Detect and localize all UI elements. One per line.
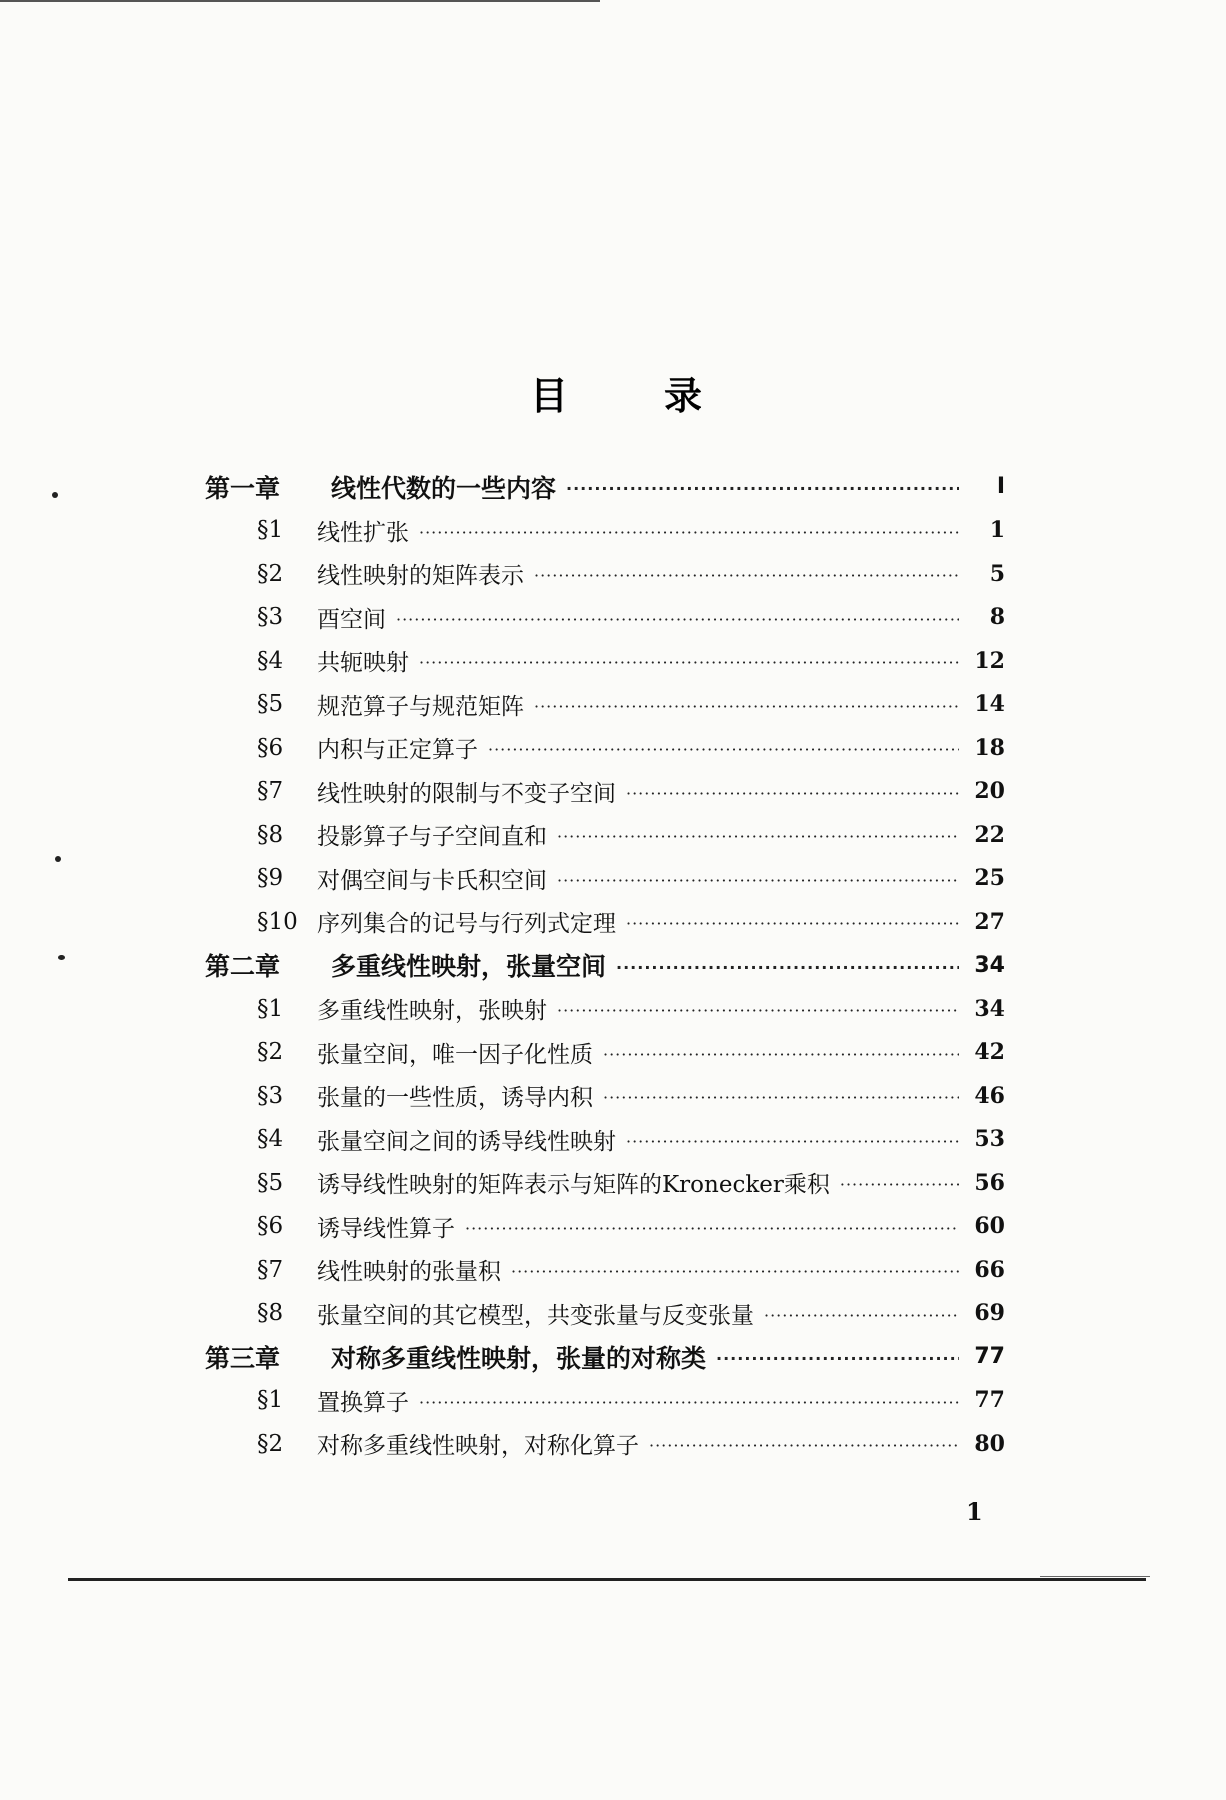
section-number: §3: [257, 1082, 284, 1109]
section-number: §9: [257, 865, 284, 892]
chapter-number: 第一章: [205, 473, 281, 503]
leader-dots: [649, 1436, 959, 1455]
section-title: 诱导线性算子: [317, 1215, 455, 1242]
leader-dots: [557, 1001, 959, 1020]
page-ref: I: [996, 474, 1005, 500]
toc-section-row[interactable]: [205, 1292, 1005, 1336]
leader-dots: [603, 1045, 959, 1064]
page-ref: 66: [974, 1256, 1005, 1283]
scan-speck: [58, 955, 65, 960]
chapter-title: 对称多重线性映射，张量的对称类: [331, 1343, 707, 1373]
leader-dots: [616, 958, 959, 977]
toc-chapter-row[interactable]: [205, 944, 1005, 988]
leader-dots: [419, 653, 959, 672]
toc-section-row[interactable]: [205, 1074, 1005, 1118]
leader-dots: [419, 1393, 959, 1412]
section-number: §2: [257, 560, 284, 587]
section-title: 张量空间的其它模型，共变张量与反变张量: [317, 1302, 754, 1329]
page-ref: 20: [974, 778, 1005, 805]
leader-dots: [396, 610, 959, 629]
toc-section-row[interactable]: [205, 596, 1005, 640]
page-ref: 14: [974, 691, 1005, 718]
page-ref: 56: [974, 1169, 1005, 1196]
top-rule: [0, 0, 600, 2]
toc-section-row[interactable]: [205, 1031, 1005, 1075]
section-number: §10: [257, 908, 298, 935]
section-number: §7: [257, 1256, 284, 1283]
toc-section-row[interactable]: [205, 1248, 1005, 1292]
section-number: §8: [257, 1300, 284, 1327]
page-ref: 80: [974, 1430, 1005, 1457]
toc-section-row[interactable]: [205, 726, 1005, 770]
toc-section-row[interactable]: [205, 683, 1005, 727]
page-ref: 77: [974, 1387, 1005, 1414]
page-ref: 5: [989, 560, 1005, 587]
title-char-2: 录: [664, 374, 703, 418]
page-number: 1: [966, 1497, 983, 1526]
toc-section-row[interactable]: [205, 552, 1005, 596]
chapter-title: 线性代数的一些内容: [331, 473, 557, 503]
section-title: 张量空间之间的诱导线性映射: [317, 1128, 616, 1155]
toc-section-row[interactable]: [205, 813, 1005, 857]
page-ref: 69: [974, 1300, 1005, 1327]
page-ref: 46: [974, 1082, 1005, 1109]
page-ref: 34: [974, 952, 1005, 978]
chapter-number: 第二章: [205, 952, 281, 982]
leader-dots: [626, 914, 959, 933]
section-title: 多重线性映射，张映射: [317, 998, 547, 1025]
bottom-rule: [68, 1578, 1146, 1581]
leader-dots: [840, 1175, 959, 1194]
leader-dots: [764, 1306, 959, 1325]
page-ref: 22: [974, 821, 1005, 848]
toc-section-row[interactable]: [205, 639, 1005, 683]
section-title: 共轭映射: [317, 650, 409, 677]
leader-dots: [465, 1219, 959, 1238]
page-ref: 34: [974, 995, 1005, 1022]
page-ref: 60: [974, 1213, 1005, 1240]
page-ref: 77: [974, 1344, 1005, 1370]
section-number: §6: [257, 734, 284, 761]
leader-dots: [534, 566, 959, 585]
section-title: 线性扩张: [317, 519, 409, 546]
section-title: 诱导线性映射的矩阵表示与矩阵的Kronecker乘积: [317, 1172, 830, 1199]
section-number: §5: [257, 1169, 284, 1196]
table-of-contents: [205, 465, 1005, 1466]
section-title: 张量空间，唯一因子化性质: [317, 1041, 593, 1068]
leader-dots: [716, 1349, 959, 1368]
section-title: 对偶空间与卡氏积空间: [317, 867, 547, 894]
toc-section-row[interactable]: [205, 900, 1005, 944]
section-number: §5: [257, 691, 284, 718]
page-ref: 27: [974, 908, 1005, 935]
section-title: 线性映射的矩阵表示: [317, 563, 524, 590]
section-title: 线性映射的限制与不变子空间: [317, 780, 616, 807]
section-number: §2: [257, 1039, 284, 1066]
scan-speck: [52, 492, 58, 498]
toc-section-row[interactable]: [205, 1205, 1005, 1249]
section-title: 线性映射的张量积: [317, 1259, 501, 1286]
section-number: §1: [257, 1387, 284, 1414]
leader-dots: [419, 523, 959, 542]
toc-section-row[interactable]: [205, 1161, 1005, 1205]
section-title: 酉空间: [317, 606, 386, 633]
section-number: §1: [257, 517, 284, 544]
leader-dots: [534, 697, 959, 716]
toc-section-row[interactable]: [205, 770, 1005, 814]
section-number: §8: [257, 821, 284, 848]
toc-section-row[interactable]: [205, 987, 1005, 1031]
toc-section-row[interactable]: [205, 857, 1005, 901]
leader-dots: [557, 827, 959, 846]
leader-dots: [626, 1132, 959, 1151]
toc-section-row[interactable]: [205, 1422, 1005, 1466]
section-number: §3: [257, 604, 284, 631]
leader-dots: [511, 1262, 959, 1281]
section-title: 对称多重线性映射，对称化算子: [317, 1433, 639, 1460]
section-title: 张量的一些性质，诱导内积: [317, 1085, 593, 1112]
leader-dots: [603, 1088, 959, 1107]
page-ref: 53: [974, 1126, 1005, 1153]
toc-section-row[interactable]: [205, 509, 1005, 553]
toc-chapter-row[interactable]: [205, 465, 1005, 509]
section-title: 置换算子: [317, 1389, 409, 1416]
leader-dots: [488, 740, 959, 759]
section-title: 内积与正定算子: [317, 737, 478, 764]
section-number: §4: [257, 1126, 284, 1153]
page-ref: 8: [989, 604, 1005, 631]
page-title: [0, 365, 1226, 420]
section-number: §7: [257, 778, 284, 805]
section-number: §6: [257, 1213, 284, 1240]
page-ref: 18: [974, 734, 1005, 761]
scan-speck: [55, 856, 61, 862]
chapter-number: 第三章: [205, 1343, 281, 1373]
toc-section-row[interactable]: [205, 1379, 1005, 1423]
title-char-1: 目: [529, 374, 568, 418]
toc-section-row[interactable]: [205, 1118, 1005, 1162]
chapter-title: 多重线性映射，张量空间: [331, 952, 607, 982]
leader-dots: [557, 871, 959, 890]
toc-chapter-row[interactable]: [205, 1335, 1005, 1379]
leader-dots: [566, 479, 959, 498]
section-title: 规范算子与规范矩阵: [317, 693, 524, 720]
page-ref: 12: [974, 647, 1005, 674]
section-number: §2: [257, 1430, 284, 1457]
page-ref: 25: [974, 865, 1005, 892]
page-ref: 42: [974, 1039, 1005, 1066]
section-number: §1: [257, 995, 284, 1022]
page-ref: 1: [989, 517, 1005, 544]
bottom-rule-tail: [1040, 1576, 1150, 1577]
leader-dots: [626, 784, 959, 803]
section-title: 投影算子与子空间直和: [317, 824, 547, 851]
section-number: §4: [257, 647, 284, 674]
section-title: 序列集合的记号与行列式定理: [317, 911, 616, 938]
